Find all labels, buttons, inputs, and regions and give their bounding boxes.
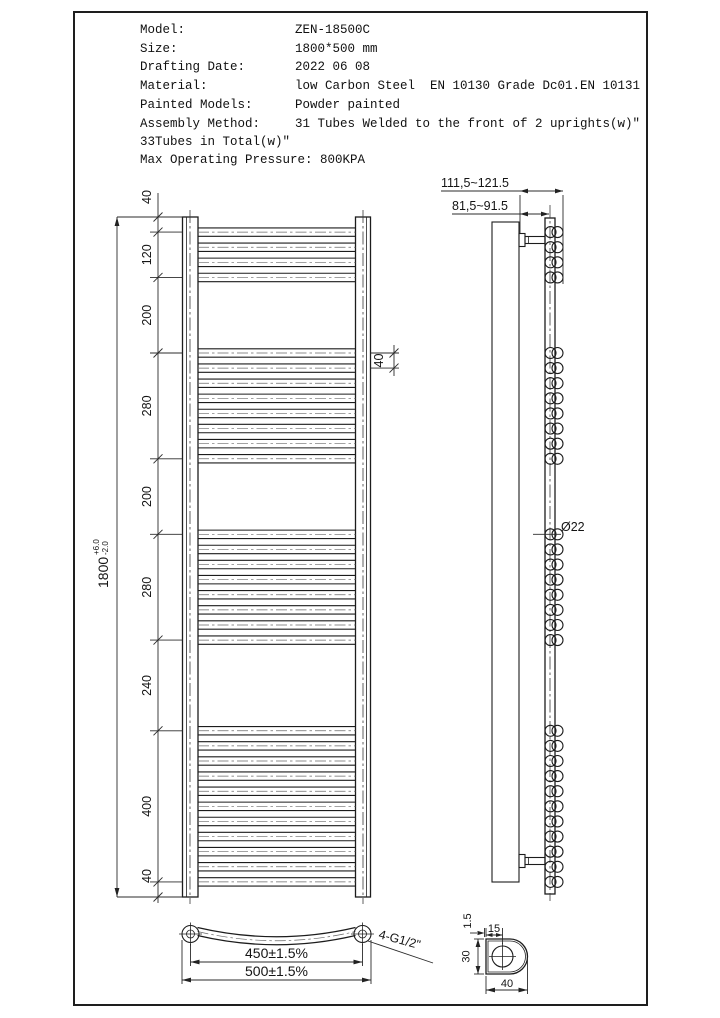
side-tube-end <box>552 604 563 615</box>
spec-value: 1800*500 mm <box>295 42 378 56</box>
spec-label: Assembly Method: <box>140 117 261 131</box>
side-tube-end <box>552 272 563 283</box>
arrowhead <box>486 988 495 993</box>
side-tube-end <box>552 756 563 767</box>
spec-label: Drafting Date: <box>140 60 246 74</box>
spec-value: low Carbon Steel EN 10130 Grade Dc01.EN 10131 <box>295 79 641 93</box>
dim-hole-centers: 450±1.5% <box>245 945 308 961</box>
spec-label: Painted Models: <box>140 98 253 112</box>
dim-segment-label: 40 <box>140 869 154 883</box>
dim-segment-label: 40 <box>140 190 154 204</box>
dim-segment-label: 400 <box>140 795 154 817</box>
side-tube-end <box>552 438 563 449</box>
plan-tube-arc-top <box>198 928 356 937</box>
side-tube-ends <box>545 227 563 888</box>
arrowhead <box>541 212 549 217</box>
dim-wall-to-upright: 81,5~91.5 <box>452 199 508 213</box>
side-view <box>441 176 585 901</box>
dim-profile-wall: 1.5 <box>462 913 474 929</box>
side-tube-end <box>552 423 563 434</box>
side-tube-end <box>552 393 563 404</box>
side-tube-end <box>552 559 563 570</box>
spec-note: 33Tubes in Total(w)" <box>140 135 291 149</box>
side-tube-end <box>552 453 563 464</box>
dim-tube-pitch: 40 <box>372 353 386 368</box>
spec-label: Size: <box>140 42 178 56</box>
plan-view <box>179 923 433 985</box>
front-tubes <box>198 228 356 886</box>
dim-profile-depth: 40 <box>500 978 514 990</box>
dim-overall-height: 1800 <box>95 556 111 588</box>
arrowhead <box>354 960 363 965</box>
dim-overall-height-group <box>92 539 111 588</box>
arrowhead <box>520 189 528 194</box>
dim-segment-label: 200 <box>140 304 154 326</box>
side-tube-end <box>552 876 563 887</box>
arrowhead <box>478 931 485 935</box>
dim-profile-height: 30 <box>460 950 473 963</box>
side-tube-end <box>552 846 563 857</box>
arrowhead <box>182 978 191 983</box>
arrowhead <box>362 978 371 983</box>
arrowhead <box>476 939 481 947</box>
dim-segment-label: 120 <box>140 244 154 266</box>
dim-tolerance-plus: +6.0 <box>92 539 101 555</box>
arrowhead <box>115 217 120 226</box>
side-tube-end <box>552 801 563 812</box>
arrowhead <box>519 988 528 993</box>
wall-bracket-bottom <box>519 855 545 868</box>
side-tube-end <box>552 635 563 646</box>
brick-wall <box>492 222 519 882</box>
front-view <box>92 190 399 904</box>
side-tube-end <box>552 227 563 238</box>
side-tube-end <box>552 725 563 736</box>
dim-profile-flat: 15 <box>487 923 501 935</box>
spec-label: Material: <box>140 79 208 93</box>
side-tube-end <box>552 831 563 842</box>
side-tube-end <box>552 544 563 555</box>
spec-pressure: Max Operating Pressure: 800KPA <box>140 153 366 167</box>
side-tube-end <box>552 574 563 585</box>
side-tube-end <box>552 589 563 600</box>
side-tube-end <box>552 378 563 389</box>
dim-segment-label: 280 <box>140 395 154 417</box>
side-tube-end <box>552 363 563 374</box>
dim-overall-width: 500±1.5% <box>245 963 308 979</box>
chain-dimensions <box>140 190 183 901</box>
arrowhead <box>555 189 563 194</box>
arrowhead <box>115 888 120 897</box>
dim-wall-to-tube-front: 111,5~121.5 <box>441 176 510 190</box>
dim-segment-label: 200 <box>140 486 154 507</box>
side-tube-end <box>552 740 563 751</box>
side-tube-end <box>552 816 563 827</box>
dim-segment-label: 280 <box>140 576 154 598</box>
dim-segment-label: 240 <box>140 675 154 696</box>
spec-label: Model: <box>140 23 186 37</box>
side-tube-end <box>552 242 563 253</box>
section-detail <box>461 913 528 994</box>
spec-value: 31 Tubes Welded to the front of 2 uprights(w)" <box>295 117 641 131</box>
arrowhead <box>476 966 481 974</box>
dim-tube-diameter: Ø22 <box>561 520 585 534</box>
side-tube-end <box>552 861 563 872</box>
thread-spec-label: 4-G1/2" <box>377 927 423 952</box>
side-tube-end <box>552 408 563 419</box>
spec-value: Powder painted <box>295 98 401 112</box>
side-tube-end <box>552 786 563 797</box>
side-tube-end <box>552 257 563 268</box>
side-tube-end <box>552 771 563 782</box>
spec-value: 2022 06 08 <box>295 60 371 74</box>
wall-bracket-top <box>519 234 545 247</box>
spec-value: ZEN-18500C <box>295 23 371 37</box>
arrowhead <box>191 960 200 965</box>
side-tube-end <box>552 348 563 359</box>
dim-tolerance-minus: -2.0 <box>101 541 110 555</box>
arrowhead <box>520 212 528 217</box>
side-tube-end <box>552 620 563 631</box>
